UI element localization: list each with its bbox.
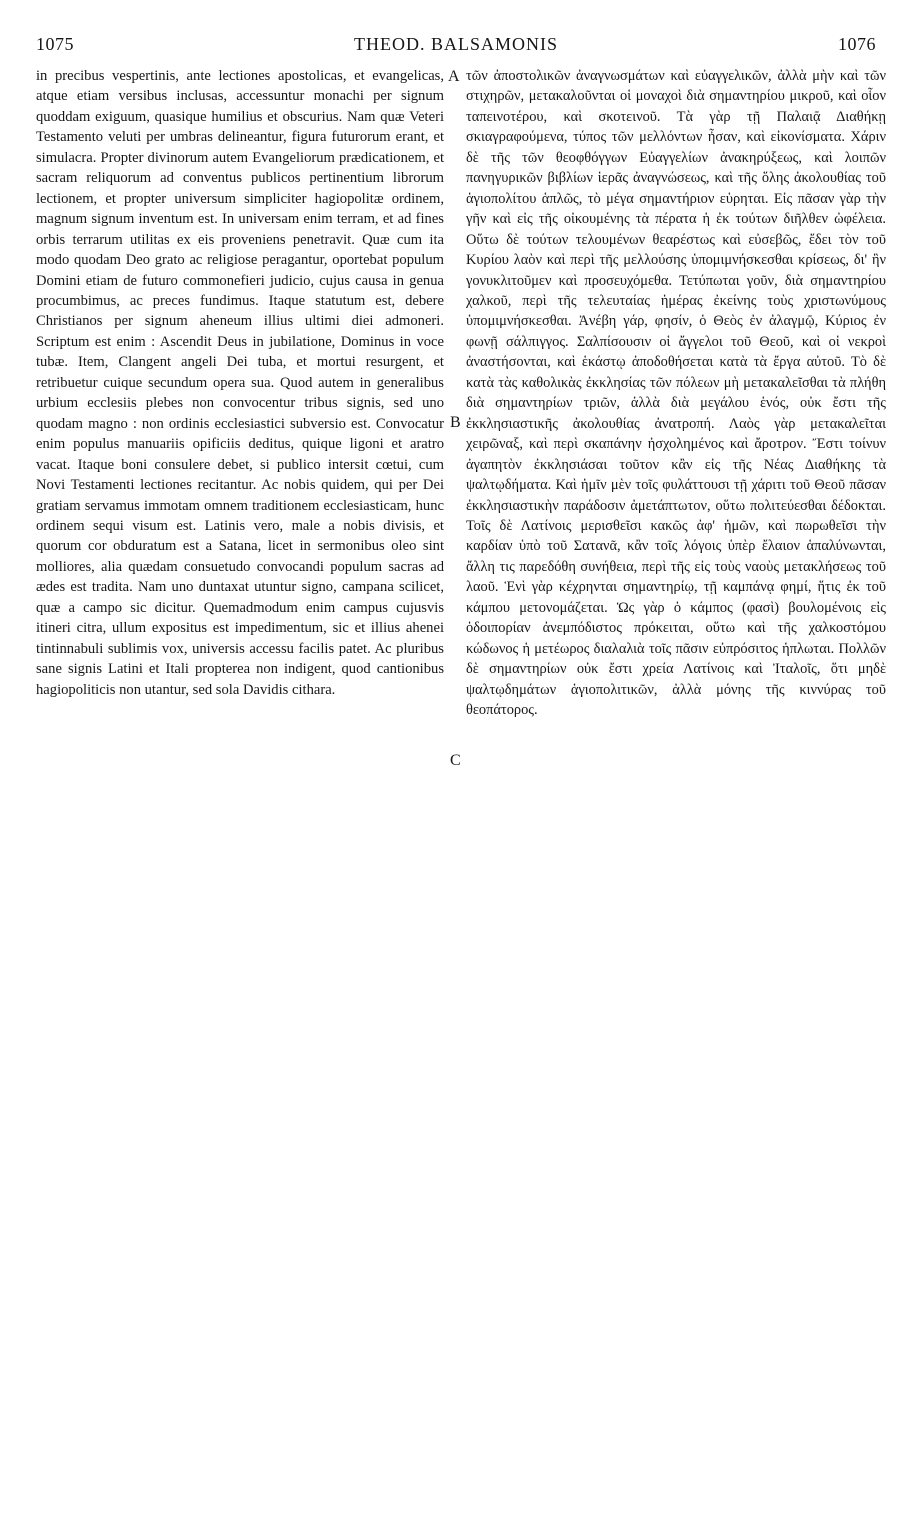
section-marker-c: C xyxy=(450,752,461,769)
page-number-left: 1075 xyxy=(36,34,74,54)
section-marker-b: B xyxy=(450,414,461,431)
latin-column xyxy=(36,66,444,700)
page-number-right: 1076 xyxy=(838,34,876,54)
running-head xyxy=(36,34,876,62)
running-title: THEOD. BALSAMONIS xyxy=(353,34,558,54)
latin-text: in precibus vespertinis, ante lectiones apostolicas, et evangelicas, atque etiam versibus inclusas, accessuntur monachi per signum quoddam exiguum, quasique humilius et obscurius. Nam quæ Veteri Testamento veluti per umbras delineantur, figura futurorum erant, et simulacra. Propter divinorum autem Evangeliorum prædicationem, et sacram reliquorum ad conventus publicos pertinentium librorum lectionem, et propter universum simpliciter hagiopolitæ ordinem, magnum signum inventum est. In universam enim terram, et ad fines orbis terrarum utilitas ex eis proveniens penetravit. Quæ cum ita modo quodam Deo grato ac religiose peragantur, oportebat populum Domini etiam de futuro commonefieri judicio, cujus causa in genua procumbimus, ac preces fundimus. Itaque statutum est, debere Christianos per signum aheneum illius ultimi diei admoneri. Scriptum est enim : Ascendit Deus in jubilatione, Dominus in voce tubæ. Item, Clangent angeli Dei tuba, et mortui resurgent, et retribuetur cuique secundum opera sua. Quod autem in generalibus urbium ecclesiis plebes non convocentur tribus signis, sed uno quodam magno : non ordinis ecclesiastici subversio est. Convocatur enim populus manuariis opificiis deditus, quique ligoni et aratro vacat. Itaque boni consulere debet, si publico intersit cœtui, cum Novi Testamenti lectiones recitantur. Ac nobis quidem, qui per Dei gratiam servamus immotam omnem traditionem ecclesiasticam, hunc ordinem sequi visum est. Latinis vero, male a nobis divisis, et quorum cor obduratum est a Satana, licet in sermonibus oleo sint molliores, alia quædam consuetudo convocandi populum sacras ad ædes est tradita. Nam uno duntaxat utuntur signo, campana scilicet, quæ a campo sic dicitur. Quemadmodum enim campus cujusvis itineri citra, ullum expositus est impedimentum, sic et illius ahenei tintinnabuli sublimis vox, universis accessu facilis patet. Ac pluribus sane signis Latini et Itali propterea non indigent, quod cantionibus hagiopoliticis non utantur, sed sola Davidis cithara. xyxy=(36,68,444,698)
greek-column xyxy=(466,66,886,721)
section-marker-a: A xyxy=(448,68,460,85)
greek-text: τῶν ἀποστολικῶν ἀναγνωσμάτων καὶ εὐαγγελικῶν, ἀλλὰ μὴν καὶ τῶν στιχηρῶν, μετακαλοῦνται οἱ μοναχοὶ διὰ σημαντηρίου μικροῦ, καὶ οἷον ταπεινοτέρου, καὶ σκοτεινοῦ. Τὰ γὰρ τῇ Παλαιᾷ Διαθήκῃ σκιαγραφούμενα, τύπος τῶν μελλόντων ἦσαν, καὶ εἰκονίσματα. Χάριν δὲ τῆς τῶν θεοφθόγγων Εὐαγγελίων ἀνακηρύξεως, καὶ λοιπῶν πανηγυρικῶν βιβλίων ἱερᾶς ἀναγνώσεως, καὶ τῆς ὅλης ἀκολουθίας τοῦ ἁγιοπολίτου ἁπλῶς, τὸ μέγα σημαντήριον εὑρηται. Εἰς πᾶσαν γὰρ τὴν γῆν καὶ εἰς τῆς οἰκουμένης τὰ πέρατα ἡ ἐκ τούτων διῆλθεν ὠφέλεια. Οὕτω δὲ τούτων τελουμένων θεαρέστως καὶ εὐσεβῶς, ἔδει τὸν τοῦ Κυρίου λαὸν καὶ περὶ τῆς μελλούσης ὑπομιμνήσκεσθαι κρίσεως, δι' ἣν γονυκλιτοῦμεν καὶ προσευχόμεθα. Τετύπωται γοῦν, διὰ σημαντηρίου χαλκοῦ, περὶ τῆς τελευταίας ἡμέρας ἐκείνης τοὺς χριστωνύμους ὑπομιμνήσκεσθαι. Ἀνέβη γάρ, φησίν, ὁ Θεὸς ἐν ἀλαγμῷ, Κύριος ἐν φωνῇ σάλπιγγος. Σαλπίσουσιν οἱ ἄγγελοι τοῦ Θεοῦ, καὶ οἱ νεκροὶ ἀναστήσονται, καὶ ἑκάστῳ ἀποδοθήσεται κατὰ τὰ ἔργα αὐτοῦ. Τὸ δὲ κατὰ τὰς καθολικὰς ἐκκλησίας τῶν πόλεων μὴ μετακαλεῖσθαι τὰ πλήθη διὰ σημαντηρίων τριῶν, ἀλλὰ διὰ μεγάλου ἑνός, οὐκ ἔστι τῆς ἐκκλησιαστικῆς ἀκολουθίας ἀνατροπή. Λαὸς γὰρ μετακαλεῖται χειρῶναξ, καὶ περὶ σκαπάνην ἠσχολημένος καὶ ἄροτρον. Ἔστι τοίνυν ἀγαπητὸν ἐκκλησιάσαι τοῦτον κἂν εἰς τῆς Νέας Διαθήκης τὰ ψαλτῳδήματα. Καὶ ἡμῖν μὲν τοῖς φυλάττουσι τῇ χάριτι τοῦ Θεοῦ πᾶσαν ἐκκλησιαστικὴν παράδοσιν ἀμετάπτωτον, οὕτω πολιτεύεσθαι δέδοκται. Τοῖς δὲ Λατίνοις μερισθεῖσι κακῶς ἀφ' ἡμῶν, καὶ πωρωθεῖσι τὴν καρδίαν ὑπὸ τοῦ Σατανᾶ, κἂν τοῖς λόγοις ὑπὲρ ἔλαιον ἁπαλύνωνται, ἄλλη τις παρεδόθη συνήθεια, περὶ τῆς εἰς τοὺς ναοὺς μετακλήσεως τοῦ λαοῦ. Ἑνὶ γὰρ κέχρηνται σημαντηρίῳ, τῇ καμπάνᾳ φημί, ἥτις ἐκ τοῦ κάμπου μετονομάζεται. Ὡς γὰρ ὁ κάμπος (φασὶ) βουλομένοις εἰς ὁδοιπορίαν ἀνεμπόδιστος πρόκειται, οὕτω καὶ τῆς χαλκοστόμου κώδωνος ἡ μετέωρος διαλαλιὰ τοῖς πᾶσιν εὐπρόσιτος ἡπλωται. Πολλῶν δὲ σημαντηρίων οὐκ ἔστι χρεία Λατίνοις καὶ Ἰταλοῖς, ὅτι μηδὲ ψαλτῳδημάτων ἁγιοπολιτικῶν, ἀλλὰ μόνης τῆς κιννύρας τοῦ θεοπάτορος. xyxy=(466,68,886,719)
